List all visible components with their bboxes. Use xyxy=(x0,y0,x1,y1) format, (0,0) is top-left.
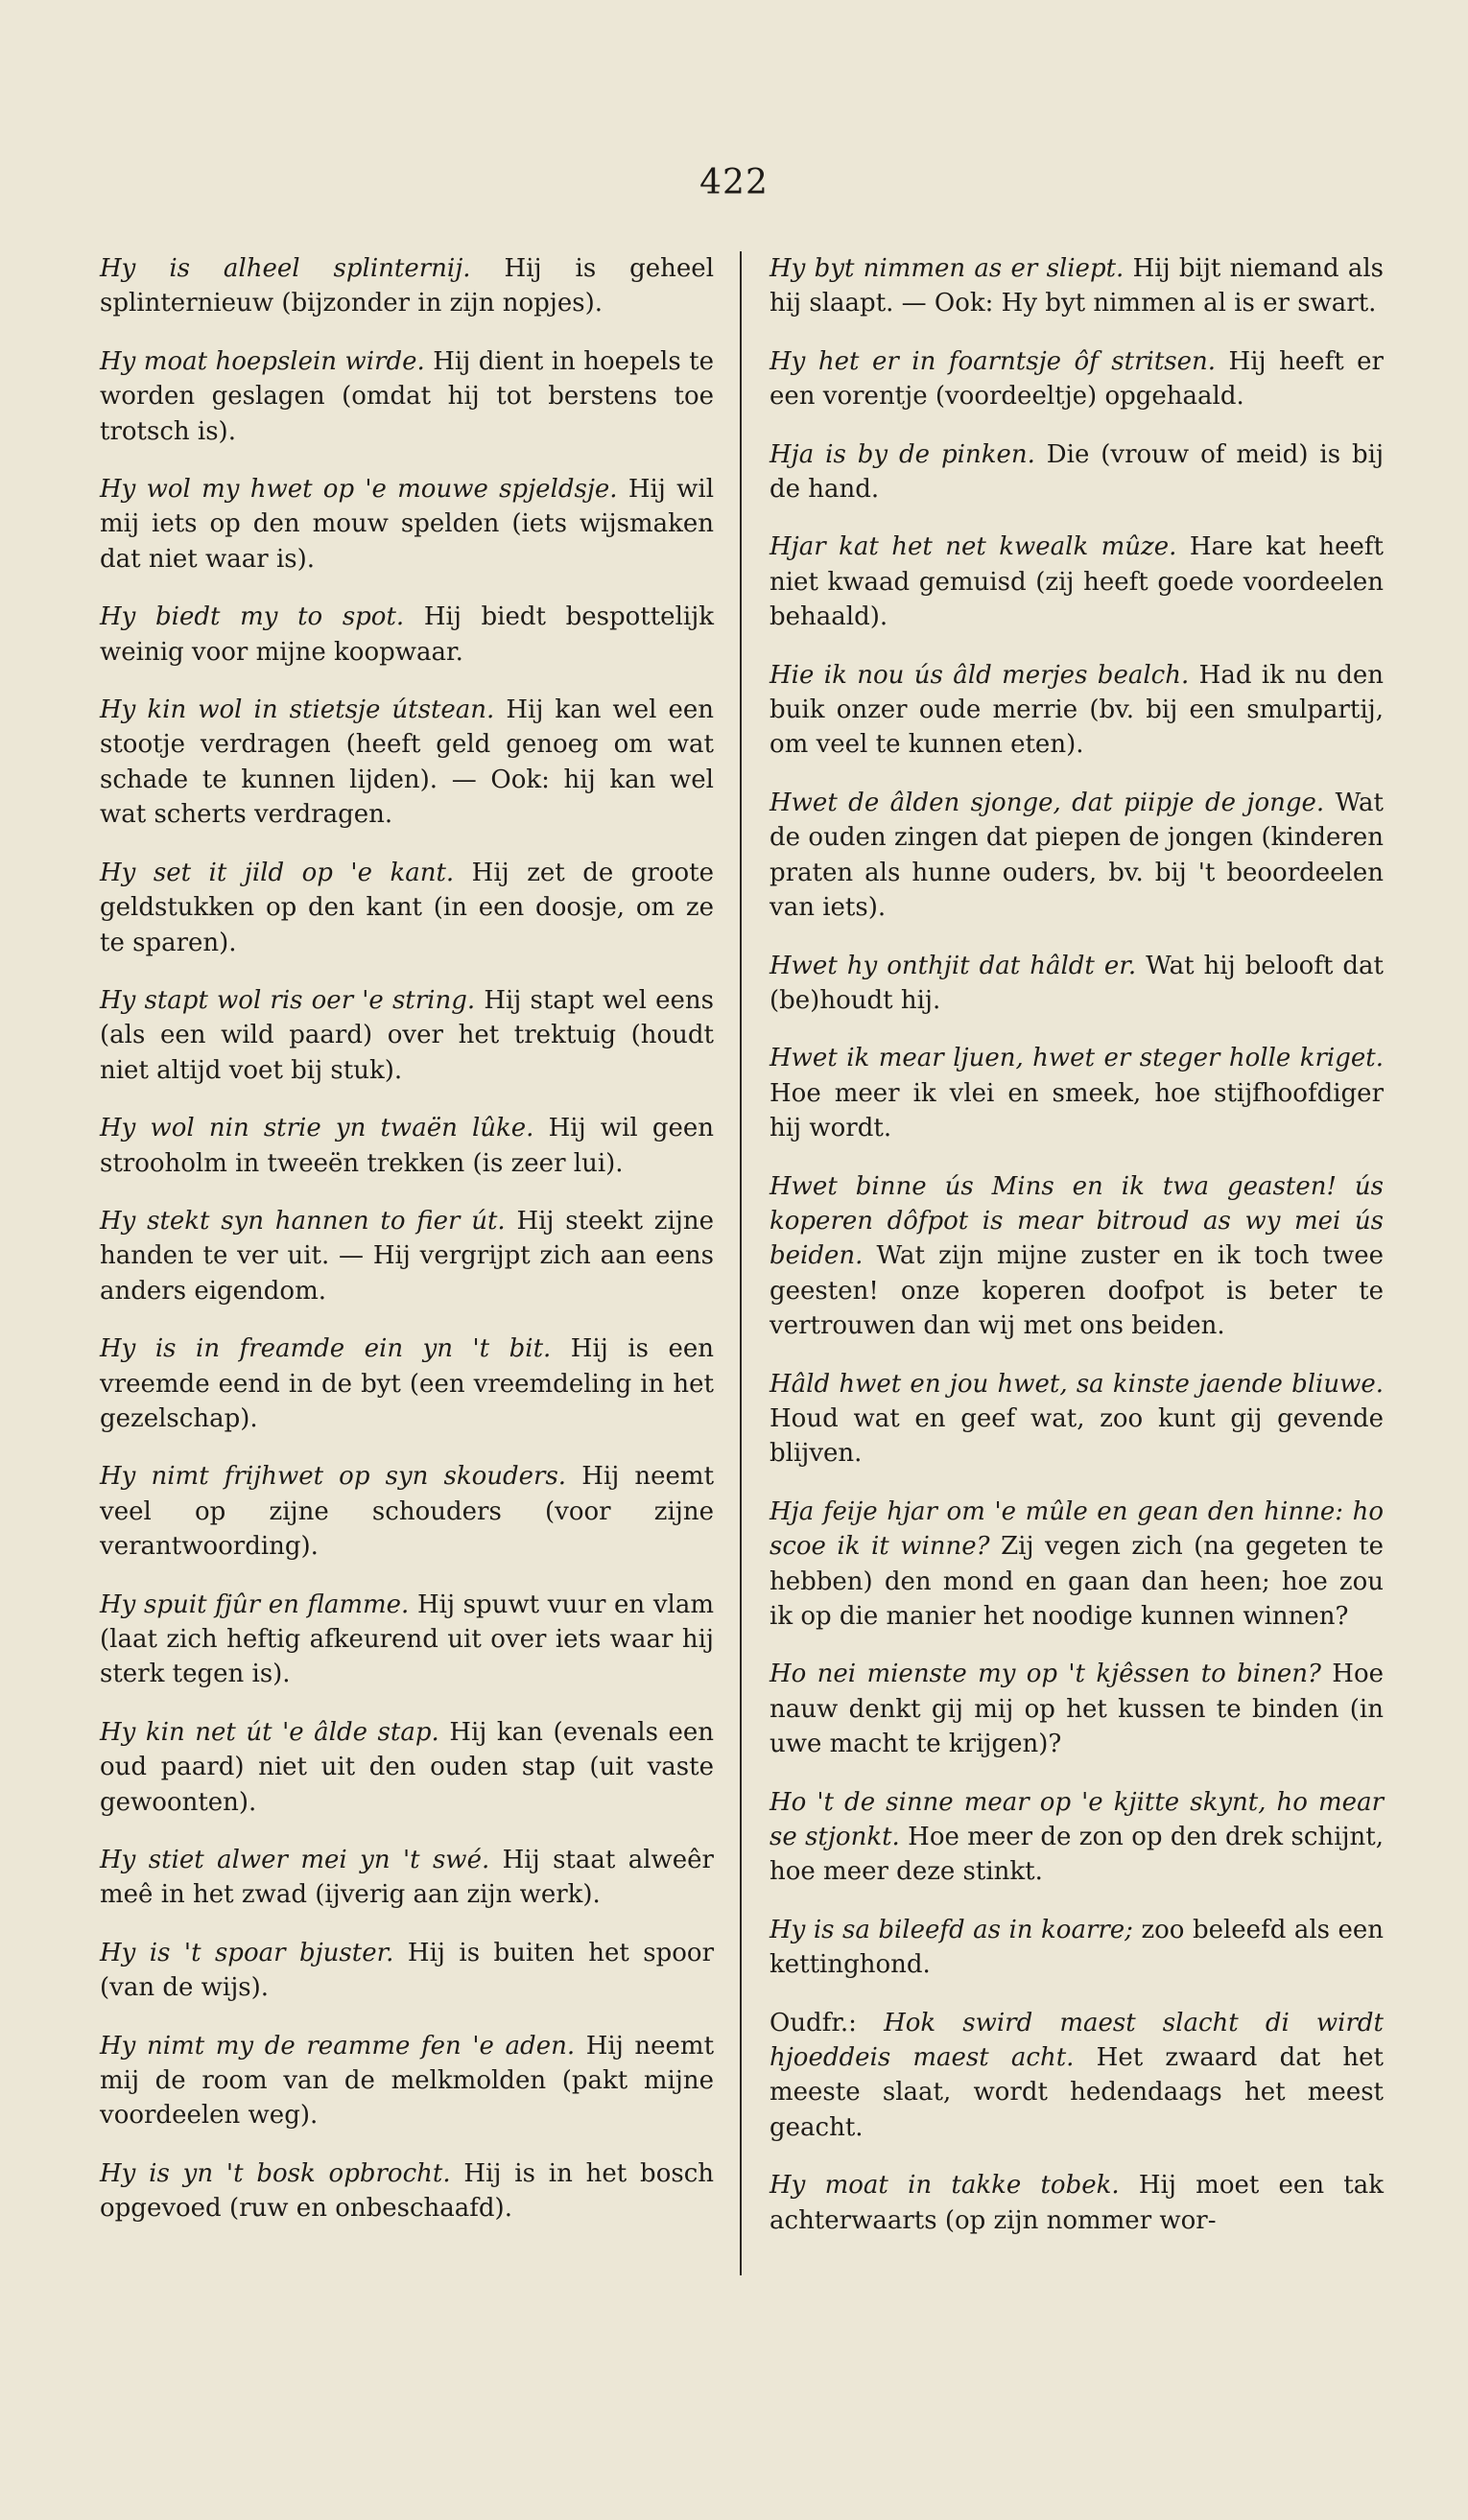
entry-source-label: Oudfr.: xyxy=(770,2008,857,2037)
dutch-translation: Had ik nu den buik onzer oude merrie (bv. bij een smulpartij, om veel te kunnen eten). xyxy=(770,660,1385,760)
proverb-entry xyxy=(770,1657,1384,1761)
frisian-phrase: Hwet ik mear ljuen, hwet er steger holle kriget. xyxy=(770,1044,1384,1073)
frisian-phrase: Hy spuit fjûr en flamme. xyxy=(100,1590,410,1619)
proverb-entry xyxy=(100,856,714,960)
dutch-translation: Hij steekt zijne handen te ver uit. — Hij vergrijpt zich aan eens anders eigendom. xyxy=(100,1206,714,1306)
frisian-phrase: Hy stiet alwer mei yn 't swé. xyxy=(100,1846,490,1875)
right-column xyxy=(770,251,1384,2261)
dutch-translation: Hij spuwt vuur en vlam (laat zich heftig afkeurend uit over iets waar hij sterk tegen is). xyxy=(100,1590,714,1689)
frisian-phrase: Hy stekt syn hannen to fier út. xyxy=(100,1206,506,1236)
dutch-translation: Hij neemt mij de room van de melkmolden (pakt mijne voordeelen weg). xyxy=(100,2031,715,2131)
frisian-phrase: Hwet de âlden sjonge, dat piipje de jonge. xyxy=(770,788,1325,817)
dutch-translation: Hij heeft er een vorentje (voordeeltje) opgehaald. xyxy=(770,346,1384,412)
frisian-phrase: Hwet binne ús Mins en ik twa geasten! ús koperen dôfpot is mear bitroud as wy mei ús beiden. xyxy=(770,1171,1384,1271)
frisian-phrase: Hy is alheel splinternij. xyxy=(100,254,471,283)
frisian-phrase: Hjar kat het net kwealk mûze. xyxy=(770,532,1177,562)
proverb-entry xyxy=(770,344,1384,414)
frisian-phrase: Hy set it jild op 'e kant. xyxy=(100,858,455,887)
frisian-phrase: Hy stapt wol ris oer 'e string. xyxy=(100,985,476,1015)
proverb-entry xyxy=(100,693,714,833)
proverb-entry xyxy=(100,1204,714,1308)
dutch-translation: Hij dient in hoepels te worden geslagen (omdat hij tot berstens toe trotsch is). xyxy=(100,346,714,446)
frisian-phrase: Hy kin net út 'e âlde stap. xyxy=(100,1717,439,1747)
frisian-phrase: Hwet hy onthjit dat hâldt er. xyxy=(770,951,1137,980)
proverb-entry xyxy=(100,1459,714,1564)
proverb-entry xyxy=(770,949,1384,1019)
frisian-phrase: Hy moat hoepslein wirde. xyxy=(100,346,425,376)
dutch-translation: Hij is in het bosch opgevoed (ruw en onbeschaafd). xyxy=(100,2158,715,2224)
proverb-entry xyxy=(770,1041,1384,1145)
proverb-entry xyxy=(770,658,1384,763)
dutch-translation: Zij vegen zich (na gegeten te hebben) den mond en gaan dan heen; hoe zou ik op die manier het noodige kunnen winnen? xyxy=(770,1532,1384,1631)
dutch-translation: Hij is een vreemde eend in de byt (een vreemdeling in het gezelschap). xyxy=(100,1334,714,1433)
proverb-entry xyxy=(100,2029,714,2133)
frisian-phrase: Hy nimt my de reamme fen 'e aden. xyxy=(100,2031,576,2061)
dutch-translation: Die (vrouw of meid) is bij de hand. xyxy=(770,439,1385,505)
proverb-entry xyxy=(100,1715,714,1820)
dutch-translation: Hij is buiten het spoor (van de wijs). xyxy=(100,1938,714,2003)
frisian-phrase: Hy is in freamde ein yn 't bit. xyxy=(100,1334,552,1364)
dutch-translation: Hij zet de groote geldstukken op den kant (in een doosje, om ze te sparen). xyxy=(100,858,714,957)
frisian-phrase: Hie ik nou ús âld merjes bealch. xyxy=(770,660,1190,690)
frisian-phrase: Hy nimt frijhwet op syn skouders. xyxy=(100,1462,567,1492)
dutch-translation: Houd wat en geef wat, zoo kunt gij gevende blijven. xyxy=(770,1403,1384,1469)
proverb-entry xyxy=(100,1111,714,1181)
proverb-entry xyxy=(770,251,1384,321)
frisian-phrase: Hy is yn 't bosk opbrocht. xyxy=(100,2158,451,2188)
proverb-entry xyxy=(770,1913,1384,1983)
dutch-translation: Het zwaard dat het meeste slaat, wordt hedendaags het meest geacht. xyxy=(770,2043,1385,2142)
left-column xyxy=(100,251,714,2249)
frisian-phrase: Hy wol my hwet op 'e mouwe spjeldsje. xyxy=(100,475,618,505)
proverb-entry xyxy=(770,2168,1384,2238)
dutch-translation: Hij stapt wel eens (als een wild paard) over het trektuig (houdt niet altijd voet bij stuk). xyxy=(100,985,715,1085)
dutch-translation: Hij bijt niemand als hij slaapt. — Ook: Hy byt nimmen al is er swart. xyxy=(770,254,1385,318)
frisian-phrase: Ho nei mienste my op 't kjêssen to binen? xyxy=(770,1660,1321,1689)
proverb-entry xyxy=(770,1169,1384,1344)
frisian-phrase: Hy het er in foarntsje ôf stritsen. xyxy=(770,346,1217,376)
frisian-phrase: Hy is 't spoar bjuster. xyxy=(100,1938,394,1967)
dutch-translation: Wat de ouden zingen dat piepen de jongen (kinderen praten als hunne ouders, bv. bij 't beoordeelen van iets). xyxy=(770,788,1384,923)
frisian-phrase: Hja feije hjar om 'e mûle en gean den hinne: ho scoe ik it winne? xyxy=(770,1496,1384,1562)
proverb-entry xyxy=(770,786,1384,926)
proverb-entry xyxy=(770,1785,1384,1890)
column-divider xyxy=(740,251,742,2275)
dutch-translation: Hoe nauw denkt gij mij op het kussen te binden (in uwe macht te krijgen)? xyxy=(770,1660,1384,1759)
page-number: 422 xyxy=(699,163,769,202)
dutch-translation: Hoe meer de zon op den drek schijnt, hoe meer deze stinkt. xyxy=(770,1823,1384,1887)
dutch-translation: Hij wil geen strooholm in tweeën trekken (is zeer lui). xyxy=(100,1114,715,1178)
proverb-entry xyxy=(100,600,714,670)
dutch-translation: Wat zijn mijne zuster en ik toch twee geesten! onze koperen doofpot is beter te vertrouwen dan wij met ons beiden. xyxy=(770,1241,1385,1341)
frisian-phrase: Hy byt nimmen as er sliept. xyxy=(770,254,1125,283)
dutch-translation: Hij is geheel splinternieuw (bijzonder in zijn nopjes). xyxy=(100,254,715,318)
frisian-phrase: Hy kin wol in stietsje útstean. xyxy=(100,695,495,725)
dutch-translation: Wat hij belooft dat (be)houdt hij. xyxy=(770,951,1384,1015)
dutch-translation: Hij kan (evenals een oud paard) niet uit den ouden stap (uit vaste gewoonten). xyxy=(100,1717,715,1817)
dutch-translation: Hare kat heeft niet kwaad gemuisd (zij heeft goede voordeelen behaald). xyxy=(770,532,1384,632)
proverb-entry xyxy=(100,1843,714,1913)
proverb-entry xyxy=(100,344,714,449)
proverb-entry xyxy=(100,2156,714,2226)
dutch-translation: Hij wil mij iets op den mouw spelden (iets wijsmaken dat niet waar is). xyxy=(100,475,715,574)
dutch-translation: Hij biedt bespottelijk weinig voor mijne koopwaar. xyxy=(100,602,715,667)
frisian-phrase: Ho 't de sinne mear op 'e kjitte skynt, ho mear se stjonkt. xyxy=(770,1787,1384,1852)
frisian-phrase: Hy wol nin strie yn twaën lûke. xyxy=(100,1114,534,1143)
dutch-translation: Hij staat alweêr meê in het zwad (ijverig aan zijn werk). xyxy=(100,1846,714,1910)
frisian-phrase: Hy biedt my to spot. xyxy=(100,602,405,632)
dutch-translation: Hij neemt veel op zijne schouders (voor zijne verantwoording). xyxy=(100,1462,715,1562)
frisian-phrase: Hja is by de pinken. xyxy=(770,439,1035,469)
proverb-entry xyxy=(770,2006,1384,2146)
proverb-entry xyxy=(100,1331,714,1436)
frisian-phrase: Hy is sa bileefd as in koarre; xyxy=(770,1915,1133,1944)
proverb-entry xyxy=(770,1367,1384,1472)
frisian-phrase: Hok swird maest slacht di wirdt hjoeddeis maest acht. xyxy=(770,2008,1385,2073)
proverb-entry xyxy=(770,437,1384,507)
dutch-translation: Hij moet een tak achterwaarts (op zijn nommer wor- xyxy=(770,2171,1384,2235)
frisian-phrase: Hâld hwet en jou hwet, sa kinste jaende bliuwe. xyxy=(770,1369,1384,1399)
proverb-entry xyxy=(100,251,714,321)
proverb-entry xyxy=(770,1495,1384,1635)
dutch-translation: Hoe meer ik vlei en smeek, hoe stijfhoofdiger hij wordt. xyxy=(770,1078,1384,1143)
dutch-translation: Hij kan wel een stootje verdragen (heeft geld genoeg om wat schade te kunnen lijden). — Ook: hij kan wel wat scherts verdragen. xyxy=(100,695,714,830)
proverb-entry xyxy=(100,983,714,1088)
dutch-translation: zoo beleefd als een kettinghond. xyxy=(770,1915,1384,1980)
frisian-phrase: Hy moat in takke tobek. xyxy=(770,2171,1120,2201)
proverb-entry xyxy=(770,530,1384,634)
proverb-entry xyxy=(100,1588,714,1692)
proverb-entry xyxy=(100,472,714,577)
proverb-entry xyxy=(100,1936,714,2006)
